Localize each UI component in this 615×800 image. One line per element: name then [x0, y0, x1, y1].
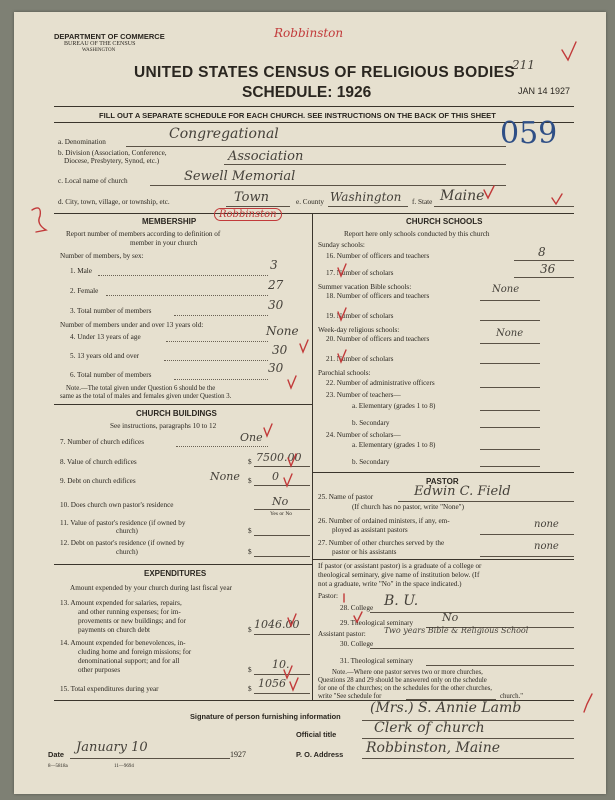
schools-title: CHURCH SCHOOLS — [406, 217, 483, 226]
q13-value: 1046.00 — [254, 618, 300, 631]
q10-label: 10. Does church own pastor's residence — [60, 501, 174, 509]
q13-dollar: $ — [248, 626, 252, 634]
official-title-label: Official title — [296, 730, 337, 739]
q9-dollar: $ — [248, 477, 252, 485]
form-number: 8—5818a — [48, 764, 68, 769]
q4-value: None — [266, 324, 299, 338]
signature-label: Signature of person furnishing information — [190, 712, 341, 721]
q25-note: (If church has no pastor, write "None") — [352, 503, 464, 511]
pastor-note-1: Note.—Where one pastor serves two or more churches, — [332, 669, 483, 676]
red-check-icon — [288, 614, 296, 626]
membership-intro-2: member in your church — [130, 239, 198, 247]
age-intro: Number of members under and over 13 years old: — [60, 321, 204, 329]
red-check-icon — [300, 340, 308, 352]
q12-dollar: $ — [248, 548, 252, 556]
expenditures-title: EXPENDITURES — [144, 569, 207, 578]
q3-value: 30 — [268, 298, 284, 312]
local-name-label: c. Local name of church — [58, 177, 128, 185]
red-check-icon — [338, 308, 346, 320]
red-r-mark-icon — [32, 208, 46, 232]
city-label: WASHINGTON — [82, 48, 116, 53]
schools-intro: Report here only schools conducted by this church — [344, 230, 490, 238]
q24-label: 24. Number of scholars— — [326, 431, 401, 439]
denomination-value: Congregational — [169, 126, 279, 142]
q14-label-1: 14. Amount expended for benevolences, in- — [60, 639, 186, 647]
q14-label-3: denominational support; and for all — [78, 657, 180, 665]
summer-label: Summer vacation Bible schools: — [318, 283, 412, 291]
grad-note-1: If pastor (or assistant pastor) is a graduate of a college or — [318, 562, 482, 570]
q29-label: 29. Theological seminary — [340, 619, 414, 627]
q17-value: 36 — [540, 262, 556, 276]
q13-label-1: 13. Amount expended for salaries, repairs, — [60, 599, 182, 607]
q24b-label: b. Secondary — [352, 458, 390, 466]
membership-note-2: same as the total of males and females given under Question 3. — [60, 393, 232, 400]
q23-label: 23. Number of teachers— — [326, 391, 401, 399]
state-value: Maine — [440, 188, 485, 204]
q8-label: 8. Value of church edifices — [60, 458, 137, 466]
grad-note-3: not a graduate, write "No" in the space indicated.) — [318, 580, 462, 588]
red-check-icon — [284, 666, 292, 678]
buildings-title: CHURCH BUILDINGS — [136, 409, 217, 418]
q26-value: none — [534, 519, 559, 530]
local-name-value: Sewell Memorial — [184, 169, 296, 184]
red-check-icon — [288, 454, 296, 466]
q13-label-4: payments on church debt — [78, 626, 151, 634]
q20-value: None — [496, 328, 524, 339]
q9-value: None — [210, 470, 240, 483]
q15-dollar: $ — [248, 685, 252, 693]
signature-value: (Mrs.) S. Annie Lamb — [370, 700, 522, 716]
schedule-number: 211 — [512, 58, 535, 72]
membership-note-1: Note.—The total given under Question 6 should be the — [66, 385, 216, 392]
q5-value: 30 — [272, 343, 288, 357]
q14-label-2: cluding home and foreign missions; for — [78, 648, 192, 656]
department-label: DEPARTMENT OF COMMERCE — [54, 32, 165, 41]
red-check-icon — [354, 612, 362, 622]
county-label: e. County — [296, 198, 324, 206]
city-town-label: d. City, town, village, or township, etc. — [58, 198, 170, 206]
q12-label-1: 12. Debt on pastor's residence (if owned by — [60, 539, 185, 547]
q11-label-1: 11. Value of pastor's residence (if owned by — [60, 519, 186, 527]
pastor-note-4: write "See schedule for — [318, 693, 382, 700]
q9-value-zero: 0 — [272, 470, 279, 483]
pastor-note-3: for one of the churches; on the schedules for the other churches, — [318, 685, 493, 692]
q1-label: 1. Male — [70, 267, 92, 275]
q2-label: 2. Female — [70, 287, 99, 295]
instruction-line: FILL OUT A SEPARATE SCHEDULE FOR EACH CHURCH. SEE INSTRUCTIONS ON THE BACK OF THIS SHEET — [99, 111, 496, 120]
q13-label-2: and other running expenses; for im- — [78, 608, 181, 616]
q18-label: 18. Number of officers and teachers — [326, 292, 430, 300]
town-stamp: Robbinston — [274, 26, 344, 40]
q20-label: 20. Number of officers and teachers — [326, 335, 430, 343]
q9-label: 9. Debt on church edifices — [60, 477, 136, 485]
form-title: UNITED STATES CENSUS OF RELIGIOUS BODIES — [134, 64, 515, 81]
red-check-icon — [562, 42, 576, 60]
red-check-icon — [552, 194, 562, 204]
q14-value: 10. — [272, 658, 290, 671]
census-schedule-sheet — [14, 12, 606, 794]
official-title-value: Clerk of church — [374, 720, 485, 736]
red-check-marks — [14, 12, 606, 794]
q4-label: 4. Under 13 years of age — [70, 333, 141, 341]
q2-value: 27 — [268, 278, 284, 292]
date-year: 1927 — [230, 750, 246, 759]
q27-value: none — [534, 541, 559, 552]
q10-value: No — [272, 495, 289, 508]
expenditures-sub: Amount expended by your church during last fiscal year — [70, 584, 233, 592]
state-label: f. State — [412, 198, 433, 206]
division-value: Association — [228, 149, 304, 164]
county-value: Washington — [330, 190, 402, 204]
red-check-icon — [338, 350, 346, 362]
red-check-icon — [288, 376, 296, 388]
q16-value: 8 — [538, 245, 546, 259]
q6-value: 30 — [268, 361, 284, 375]
q7-value: One — [240, 431, 263, 444]
date-value: January 10 — [76, 740, 148, 755]
division-label-1: b. Division (Association, Conference, — [58, 149, 167, 157]
denomination-label: a. Denomination — [58, 138, 106, 146]
q7-label: 7. Number of church edifices — [60, 438, 145, 446]
division-label-2: Diocese, Presbytery, Synod, etc.) — [64, 157, 160, 165]
membership-stamp: Robbinston — [214, 208, 282, 221]
yes-no-hint: Yes or No — [270, 511, 293, 517]
q8-dollar: $ — [248, 458, 252, 466]
received-date-stamp: JAN 14 1927 — [518, 86, 571, 96]
membership-intro-1: Report number of members according to definition of — [66, 230, 221, 238]
form-subtitle: SCHEDULE: 1926 — [242, 84, 372, 101]
q12-label-2: church) — [116, 548, 138, 556]
q6-label: 6. Total number of members — [70, 371, 152, 379]
q19-label: 19. Number of scholars — [326, 312, 394, 320]
q28-label: 28. College — [340, 604, 374, 612]
q14-dollar: $ — [248, 666, 252, 674]
q16-label: 16. Number of officers and teachers — [326, 252, 430, 260]
q27-label-2: pastor or his assistants — [332, 548, 397, 556]
q11-dollar: $ — [248, 527, 252, 535]
city-town-value: Town — [234, 190, 269, 205]
red-check-icon — [484, 186, 494, 198]
q27-label-1: 27. Number of other churches served by the — [318, 539, 445, 547]
code-number: 059 — [500, 116, 558, 151]
pastor-note-2: Questions 28 and 29 should be answered only on the schedule — [318, 677, 487, 684]
assistant-value: Two years Bible & Religious School — [384, 626, 529, 635]
q1-value: 3 — [270, 258, 278, 272]
q22-label: 22. Number of administrative officers — [326, 379, 435, 387]
weekday-label: Week-day religious schools: — [318, 326, 400, 334]
q31-label: 31. Theological seminary — [340, 657, 414, 665]
grad-note-2: theological seminary, give name of institution below. (If — [318, 571, 480, 579]
q21-label: 21. Number of scholars — [326, 355, 394, 363]
q23a-label: a. Elementary (grades 1 to 8) — [352, 402, 436, 410]
q30-label: 30. College — [340, 640, 374, 648]
pastor-note-5: church." — [500, 693, 523, 700]
po-address-label: P. O. Address — [296, 750, 344, 759]
q3-label: 3. Total number of members — [70, 307, 152, 315]
form-number-2: 11—9694 — [114, 764, 134, 769]
red-check-icon — [338, 264, 346, 276]
date-label: Date — [48, 750, 65, 759]
red-check-icon — [284, 474, 292, 486]
red-check-icon — [290, 678, 298, 690]
q5-label: 5. 13 years old and over — [70, 352, 140, 360]
q8-value: 7500.00 — [256, 451, 302, 464]
red-check-icon — [264, 424, 272, 436]
assistant-sublabel: Assistant pastor: — [318, 630, 366, 638]
q15-label: 15. Total expenditures during year — [60, 685, 159, 693]
pastor-title: PASTOR — [426, 477, 459, 486]
red-check-icon — [584, 694, 592, 712]
q25-value: Edwin C. Field — [414, 484, 511, 499]
q15-value: 1056 — [258, 677, 286, 690]
q26-label-1: 26. Number of ordained ministers, if any, em- — [318, 517, 450, 525]
q14-label-4: other purposes — [78, 666, 121, 674]
q11-label-2: church) — [116, 527, 138, 535]
q18-value: None — [492, 284, 520, 295]
q25-label: 25. Name of pastor — [318, 493, 374, 501]
q26-label-2: ployed as assistant pastors — [332, 526, 408, 534]
q29-value: No — [442, 611, 459, 624]
by-sex-label: Number of members, by sex: — [60, 252, 144, 260]
sunday-label: Sunday schools: — [318, 241, 365, 249]
bureau-label: BUREAU OF THE CENSUS — [64, 41, 136, 47]
q24a-label: a. Elementary (grades 1 to 8) — [352, 441, 436, 449]
membership-title: MEMBERSHIP — [142, 217, 197, 226]
buildings-sub: See instructions, paragraphs 10 to 12 — [110, 422, 217, 430]
q17-label: 17. Number of scholars — [326, 269, 394, 277]
po-address-value: Robbinston, Maine — [366, 740, 501, 756]
q28-value: B. U. — [384, 593, 419, 609]
pastor-sublabel: Pastor: — [318, 592, 338, 600]
q13-label-3: provements or new buildings; and for — [78, 617, 186, 625]
parochial-label: Parochial schools: — [318, 369, 371, 377]
q23b-label: b. Secondary — [352, 419, 390, 427]
